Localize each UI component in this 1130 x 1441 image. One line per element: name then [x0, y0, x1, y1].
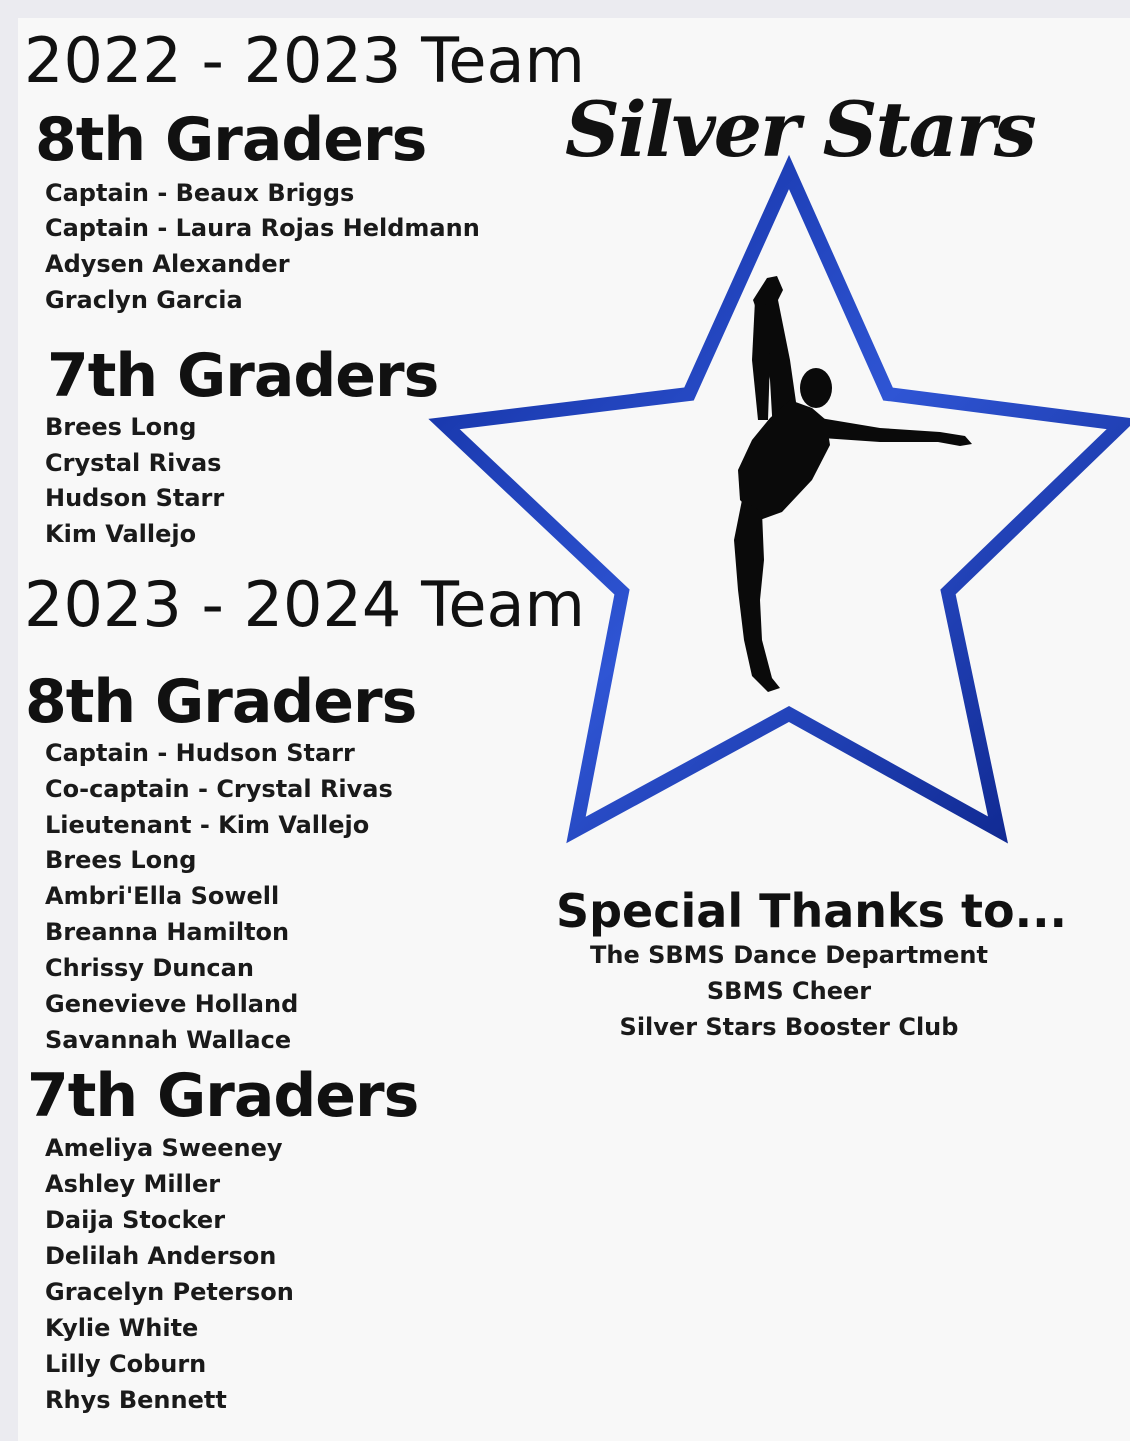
member-name: Brees Long: [45, 413, 197, 441]
member-name: Co-captain - Crystal Rivas: [45, 775, 393, 803]
member-name: Chrissy Duncan: [45, 954, 254, 982]
member-name: Daija Stocker: [45, 1206, 226, 1234]
member-name: Rhys Bennett: [45, 1386, 227, 1414]
member-name: Lieutenant - Kim Vallejo: [45, 811, 370, 839]
group-heading-2023-8th: 8th Graders: [25, 667, 417, 737]
thanks-item: SBMS Cheer: [706, 977, 872, 1005]
member-name: Delilah Anderson: [45, 1242, 277, 1270]
thanks-title: Special Thanks to...: [556, 884, 1068, 938]
member-name: Adysen Alexander: [45, 250, 290, 278]
group-heading-2023-7th: 7th Graders: [27, 1061, 419, 1131]
brand-title: Silver Stars: [565, 85, 1035, 174]
group-heading-2022-8th: 8th Graders: [35, 105, 427, 175]
member-name: Captain - Hudson Starr: [45, 739, 355, 767]
member-name: Kim Vallejo: [45, 520, 197, 548]
team-title-2023: 2023 - 2024 Team: [24, 568, 585, 641]
member-name: Crystal Rivas: [45, 449, 222, 477]
member-name: Genevieve Holland: [45, 990, 299, 1018]
team-title-2022: 2022 - 2023 Team: [24, 24, 585, 97]
member-name: Breanna Hamilton: [45, 918, 290, 946]
thanks-item: Silver Stars Booster Club: [619, 1013, 959, 1041]
member-name: Brees Long: [45, 846, 197, 874]
member-name: Ameliya Sweeney: [45, 1134, 283, 1162]
member-name: Ashley Miller: [45, 1170, 221, 1198]
thanks-item: The SBMS Dance Department: [590, 941, 988, 969]
member-name: Ambri'Ella Sowell: [45, 882, 280, 910]
member-name: Gracelyn Peterson: [45, 1278, 294, 1306]
member-name: Captain - Beaux Briggs: [45, 179, 355, 207]
member-name: Savannah Wallace: [45, 1026, 292, 1054]
dancer-silhouette-icon: [734, 276, 972, 692]
group-heading-2022-7th: 7th Graders: [47, 341, 439, 411]
member-name: Lilly Coburn: [45, 1350, 207, 1378]
member-name: Kylie White: [45, 1314, 199, 1342]
member-name: Captain - Laura Rojas Heldmann: [45, 214, 480, 242]
member-name: Hudson Starr: [45, 484, 225, 512]
member-name: Graclyn Garcia: [45, 286, 243, 314]
